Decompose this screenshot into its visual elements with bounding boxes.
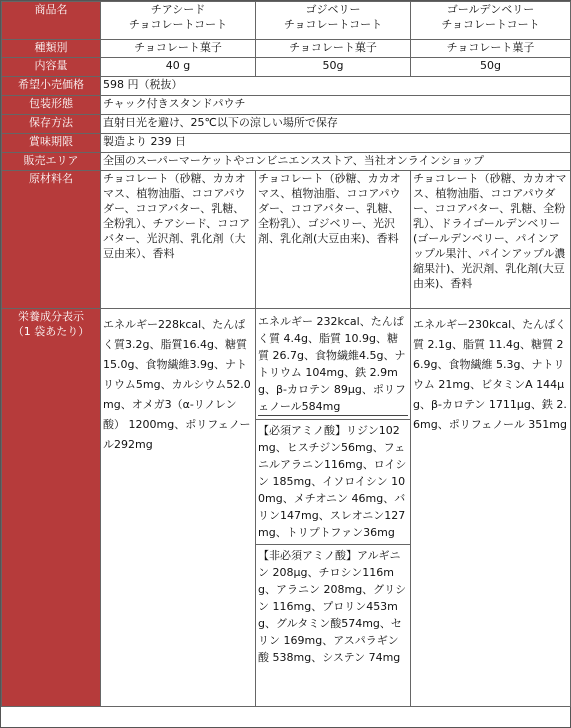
product-name-line2: チョコレートコート: [283, 18, 383, 31]
row-content: [2, 58, 571, 77]
nutrition-cell: エネルギー230kcal、たんぱく質 2.1g、脂質 11.4g、糖質 26.9g、食物繊維 5.3g、ナトリウム 21mg、ビタミンA 144μg、β-カロテン 1711μg、鉄 2.6mg、ポリフェノール 351mg: [411, 309, 571, 707]
row-price: [2, 77, 571, 96]
row-package: [2, 96, 571, 115]
product-name-cell: [101, 2, 256, 40]
category-cell: チョコレート菓子: [101, 40, 256, 58]
category-cell: チョコレート菓子: [411, 40, 571, 58]
row-shelf-life: [2, 134, 571, 153]
essential-amino-acids: 【必須アミノ酸】リジン102mg、ヒスチジン56mg、フェニルアラニン116mg、ロイシン 185mg、イソロイシン 100mg、メチオニン 46mg、バリン147mg、スレオニン127mg、トリプトファン36mg: [256, 419, 410, 541]
product-name-line1: ゴールデンベリー: [446, 3, 535, 16]
nutrition-cell: エネルギー228kcal、たんぱく質3.2g、脂質16.4g、糖質15.0g、食物繊維3.9g、ナトリウム5mg、カルシウム52.0mg、オメガ3（α-リノレン酸） 1200mg、ポリフェノール292mg: [101, 309, 256, 707]
product-name-line2: チョコレートコート: [128, 18, 228, 31]
label-nutrition-line2: （1 袋あたり）: [12, 325, 90, 338]
label-sales-area: 販売エリア: [2, 153, 101, 171]
product-name-cell: [411, 2, 571, 40]
row-nutrition: [2, 309, 571, 707]
product-name-line1: ゴジベリー: [305, 3, 361, 16]
nutrition-cell: [256, 309, 411, 707]
label-nutrition-line1: 栄養成分表示: [18, 310, 84, 323]
row-sales-area: [2, 153, 571, 171]
label-content: 内容量: [2, 58, 101, 77]
label-ingredients: 原材料名: [2, 171, 101, 309]
content-cell: 50g: [411, 58, 571, 77]
label-category: 種類別: [2, 40, 101, 58]
product-name-line2: チョコレートコート: [441, 18, 540, 31]
ingredients-cell: チョコレート（砂糖、カカオマス、植物油脂、ココアパウダー、ココアバター、乳糖、全粉乳）、ゴジベリー、光沢剤、乳化剤(大豆由来)、香料: [256, 171, 411, 309]
product-spec-table: [1, 1, 571, 707]
product-name-line1: チアシード: [150, 3, 206, 16]
content-cell: 40 g: [101, 58, 256, 77]
sales-area-cell: 全国のスーパーマーケットやコンビニエンスストア、当社オンラインショップ: [101, 153, 571, 171]
product-name-cell: [256, 2, 411, 40]
row-ingredients: [2, 171, 571, 309]
ingredients-cell: チョコレート（砂糖、カカオマス、植物油脂、ココアパウダー、ココアバター、乳糖、全粉乳）、チアシード、ココアバター、光沢剤、乳化剤（大豆由来）、香料: [101, 171, 256, 309]
nutrition-main-text: エネルギー 232kcal、たんぱく質 4.4g、脂質 10.9g、糖質 26.7g、食物繊維4.5g、ナトリウム 104mg、鉄 2.9mg、β-カロテン 89μg、ポリフェノール584mg: [258, 313, 408, 416]
label-price: 希望小売価格: [2, 77, 101, 96]
storage-cell: 直射日光を避け、25℃以下の涼しい場所で保存: [101, 115, 571, 134]
package-cell: チャック付きスタンドパウチ: [101, 96, 571, 115]
content-cell: 50g: [256, 58, 411, 77]
label-package: 包装形態: [2, 96, 101, 115]
row-category: [2, 40, 571, 58]
label-nutrition: [2, 309, 101, 707]
shelf-life-cell: 製造より 239 日: [101, 134, 571, 153]
label-shelf-life: 賞味期限: [2, 134, 101, 153]
row-storage: [2, 115, 571, 134]
price-cell: 598 円（税抜）: [101, 77, 571, 96]
nonessential-amino-acids: 【非必須アミノ酸】アルギニン 208μg、チロシン116mg、アラニン 208mg、グリシン 116mg、プロリン453mg、グルタミン酸574mg、セリン 169mg、アスパラギン酸 538mg、システン 74mg: [256, 544, 410, 666]
label-product-name: 商品名: [2, 2, 101, 40]
category-cell: チョコレート菓子: [256, 40, 411, 58]
ingredients-cell: チョコレート（砂糖、カカオマス、植物油脂、ココアパウダー、ココアバター、乳糖、全粉乳）、ドライゴールデンベリー(ゴールデンベリー、パインアップル果汁、パインアップル濃縮果汁)、光沢剤、乳化剤(大豆由来)、香料: [411, 171, 571, 309]
row-product-name: [2, 2, 571, 40]
label-storage: 保存方法: [2, 115, 101, 134]
